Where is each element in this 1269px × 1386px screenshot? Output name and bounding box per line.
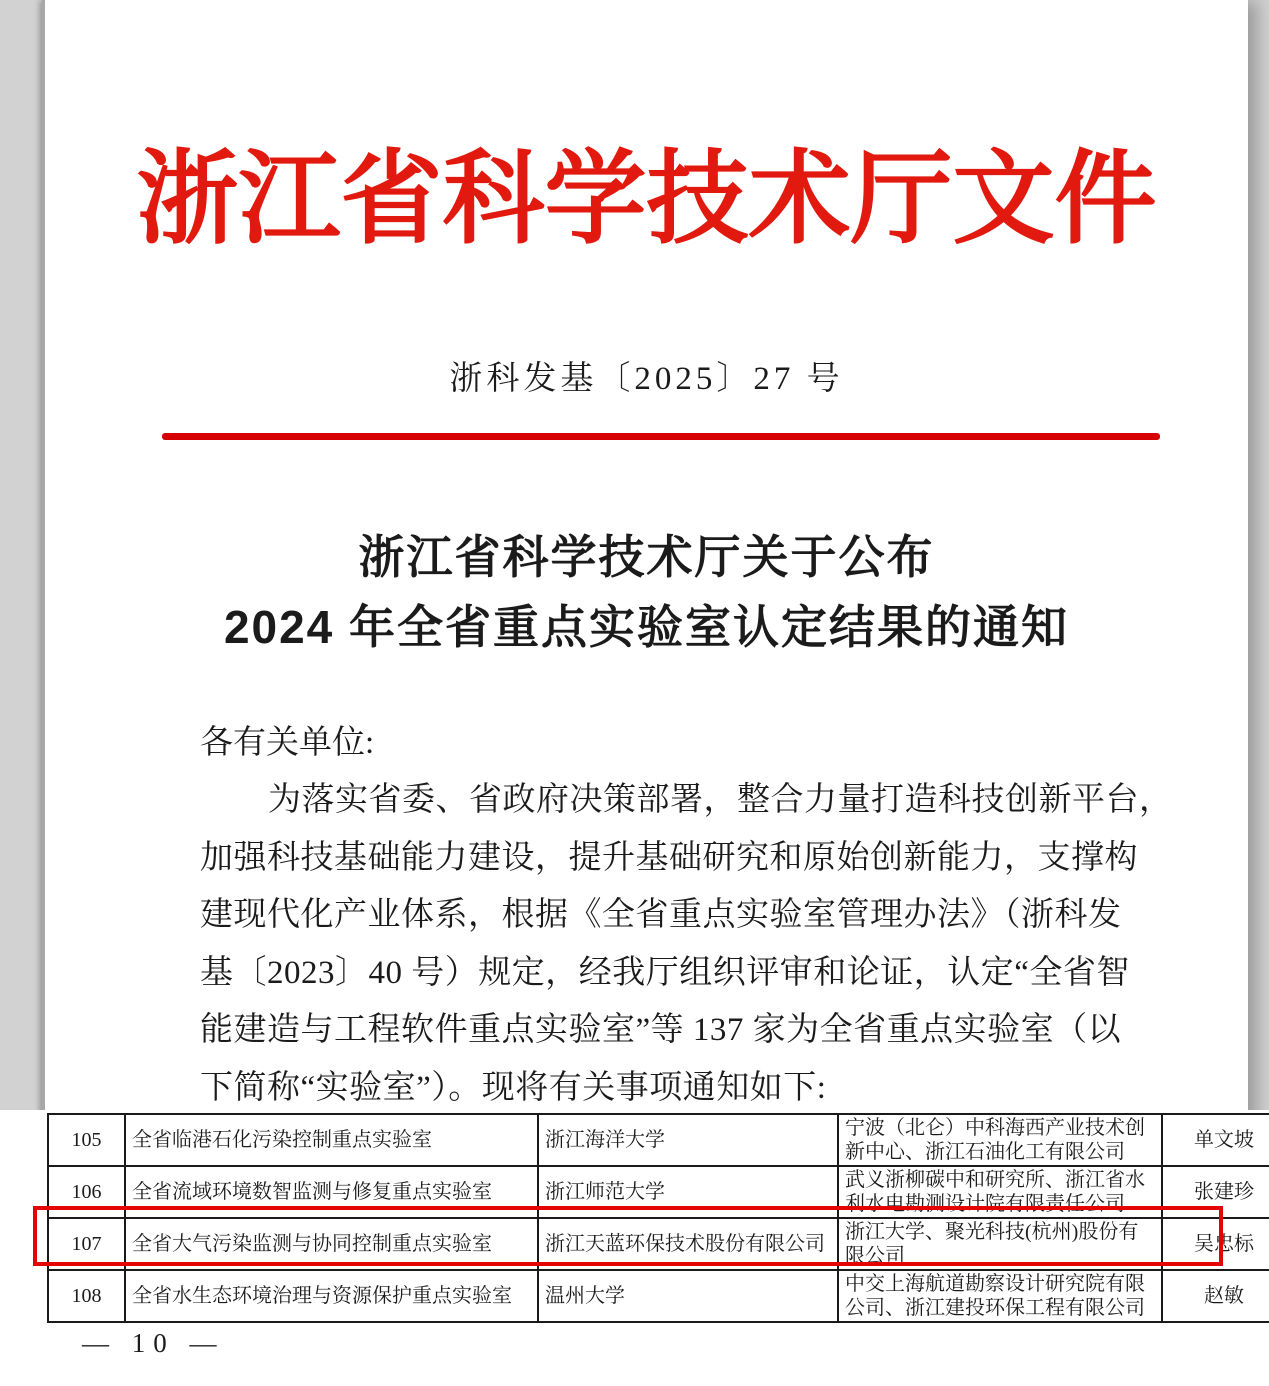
cell-partners: 中交上海航道勘察设计研究院有限公司、浙江建投环保工程有限公司 <box>838 1270 1162 1322</box>
red-divider-line <box>162 433 1160 440</box>
cell-director: 单文坡 <box>1162 1114 1269 1166</box>
cell-host: 温州大学 <box>538 1270 838 1322</box>
table-row <box>48 1270 1269 1322</box>
salutation: 各有关单位: <box>200 725 375 761</box>
table-row <box>48 1166 1269 1218</box>
cell-host: 浙江师范大学 <box>538 1166 838 1218</box>
notice-title-line2: 2024 年全省重点实验室认定结果的通知 <box>223 601 1070 653</box>
letterhead-title: 浙江省科学技术厅文件 <box>136 144 1157 257</box>
cell-lab: 全省流域环境数智监测与修复重点实验室 <box>125 1166 538 1218</box>
cell-partners: 武义浙柳碳中和研究所、浙江省水利水电勘测设计院有限责任公司 <box>838 1166 1162 1218</box>
doc-number: 浙科发基〔2025〕27 号 <box>449 361 844 397</box>
cell-host: 浙江天蓝环保技术股份有限公司 <box>538 1218 838 1270</box>
cell-no: 107 <box>48 1218 125 1270</box>
table-row <box>48 1114 1269 1166</box>
cell-no: 106 <box>48 1166 125 1218</box>
notice-title <box>45 522 1248 662</box>
notice-body <box>200 772 1173 1117</box>
cell-director: 赵敏 <box>1162 1270 1269 1322</box>
body-line: 能建造与工程软件重点实验室”等 137 家为全省重点实验室（以 <box>200 1012 1122 1048</box>
cell-director: 张建珍 <box>1162 1166 1269 1218</box>
cell-host: 浙江海洋大学 <box>538 1114 838 1166</box>
cell-lab: 全省临港石化污染控制重点实验室 <box>125 1114 538 1166</box>
table-row-highlighted <box>48 1218 1269 1270</box>
body-line: 为落实省委、省政府决策部署，整合力量打造科技创新平台， <box>268 782 1173 818</box>
cell-lab: 全省大气污染监测与协同控制重点实验室 <box>125 1218 538 1270</box>
cell-no: 108 <box>48 1270 125 1322</box>
cell-no: 105 <box>48 1114 125 1166</box>
results-table <box>47 1113 1269 1323</box>
cell-lab: 全省水生态环境治理与资源保护重点实验室 <box>125 1270 538 1322</box>
notice-title-line1: 浙江省科学技术厅关于公布 <box>358 531 935 583</box>
body-line: 加强科技基础能力建设，提升基础研究和原始创新能力，支撑构 <box>200 839 1138 876</box>
cell-partners: 浙江大学、聚光科技(杭州)股份有限公司 <box>838 1218 1162 1270</box>
cell-partners: 宁波（北仑）中科海西产业技术创新中心、浙江石油化工有限公司 <box>838 1114 1162 1166</box>
body-line: 建现代化产业体系，根据《全省重点实验室管理办法》（浙科发 <box>200 897 1122 933</box>
document-page <box>45 0 1248 1130</box>
body-line: 基〔2023〕40 号）规定，经我厅组织评审和论证，认定“全省智 <box>200 954 1130 991</box>
table-section <box>0 1110 1269 1386</box>
body-line: 下简称“实验室”）。现将有关事项通知如下: <box>200 1069 827 1106</box>
page-number: — 10 — <box>82 1328 225 1358</box>
cell-director: 吴忠标 <box>1162 1218 1269 1270</box>
